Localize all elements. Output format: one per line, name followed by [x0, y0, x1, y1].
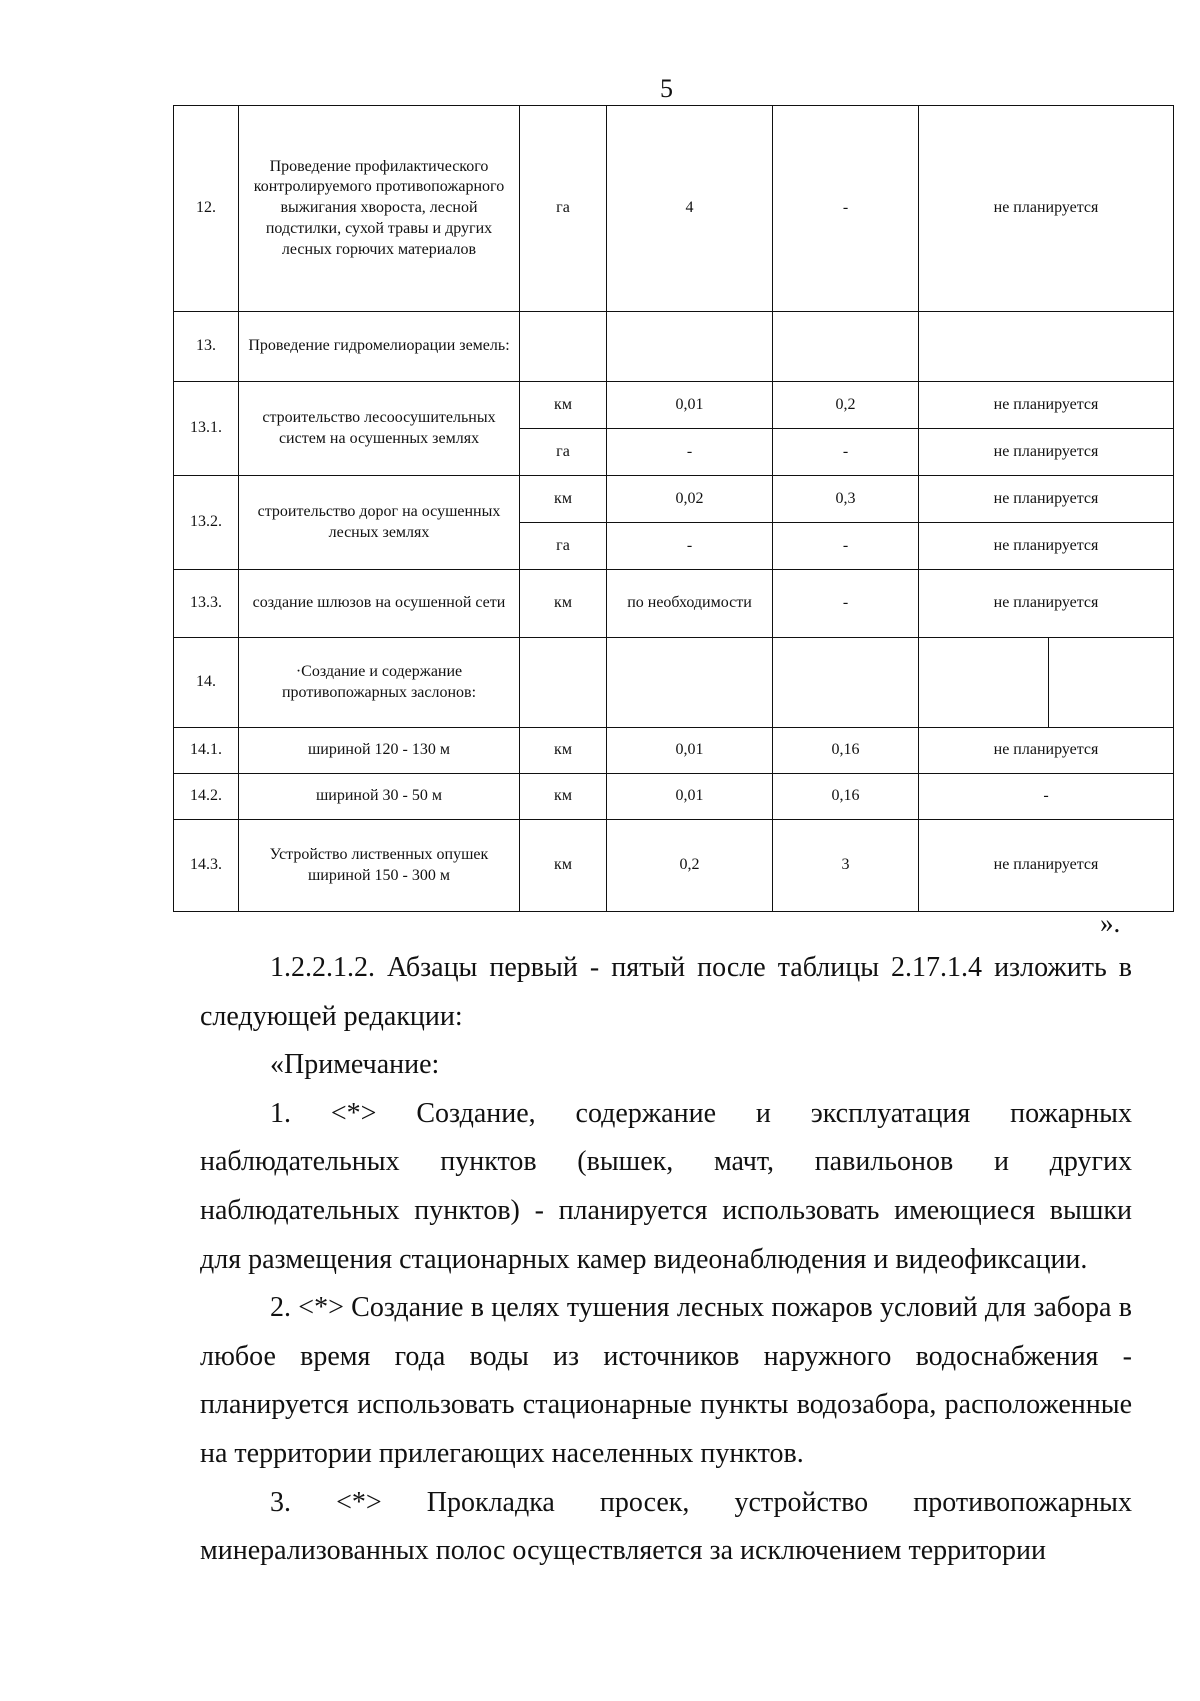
- value-cell: -: [773, 106, 919, 312]
- status-cell: не планируется: [919, 106, 1174, 312]
- paragraph-amendment: 1.2.2.1.2. Абзацы первый - пятый после таблицы 2.17.1.4 изложить в следующей редакции:: [200, 952, 1132, 1032]
- body-text: [200, 944, 1132, 1576]
- value-cell: -: [607, 523, 773, 570]
- status-cell: не планируется: [919, 382, 1174, 429]
- measure-name: ·Создание и содержание противопожарных заслонов:: [239, 638, 520, 728]
- value-cell: [773, 638, 919, 728]
- status-cell: не планируется: [919, 523, 1174, 570]
- row-number: 13.2.: [174, 476, 239, 570]
- unit-cell: км: [520, 728, 607, 774]
- measure-name: строительство лесоосушительных систем на осушенных землях: [239, 382, 520, 476]
- measure-name: строительство дорог на осушенных лесных землях: [239, 476, 520, 570]
- row-number: 12.: [174, 106, 239, 312]
- measure-name: создание шлюзов на осушенной сети: [239, 570, 520, 638]
- unit-cell: га: [520, 523, 607, 570]
- row-number: 13.: [174, 312, 239, 382]
- value-cell: 0,16: [773, 774, 919, 820]
- value-cell: 0,01: [607, 382, 773, 429]
- measure-name: Проведение гидромелиорации земель:: [239, 312, 520, 382]
- unit-cell: км: [520, 570, 607, 638]
- table-row: [174, 728, 1174, 774]
- value-cell: [607, 312, 773, 382]
- unit-cell: га: [520, 106, 607, 312]
- table-row: [174, 382, 1174, 429]
- value-cell: 0,16: [773, 728, 919, 774]
- status-cell: не планируется: [919, 570, 1174, 638]
- measure-name: Проведение профилактического контролируемого противопожарного выжигания хвороста, лесной подстилки, сухой травы и других лесных горючих материалов: [239, 106, 520, 312]
- status-cell: [1049, 638, 1174, 728]
- value-cell: 4: [607, 106, 773, 312]
- value-cell: [607, 638, 773, 728]
- status-cell: не планируется: [919, 476, 1174, 523]
- table-row: [174, 638, 1174, 728]
- status-cell: не планируется: [919, 728, 1174, 774]
- table-row: [174, 312, 1174, 382]
- measures-table: [173, 105, 1174, 912]
- table-row: [174, 476, 1174, 523]
- value-cell: -: [773, 429, 919, 476]
- row-number: 13.1.: [174, 382, 239, 476]
- value-cell: 0,2: [607, 820, 773, 912]
- value-cell: 0,2: [773, 382, 919, 429]
- page-number: 5: [660, 74, 673, 103]
- value-cell: по необходимости: [607, 570, 773, 638]
- unit-cell: км: [520, 382, 607, 429]
- value-cell: -: [773, 570, 919, 638]
- measure-name: шириной 120 - 130 м: [239, 728, 520, 774]
- paragraph-note-1: 1. <*> Создание, содержание и эксплуатация пожарных наблюдательных пунктов (вышек, мачт, павильонов и других наблюдательных пунктов) - планируется использовать имеющиеся вышки для размещения стационарных камер видеонаблюдения и видеофиксации.: [200, 1097, 1132, 1275]
- unit-cell: км: [520, 476, 607, 523]
- paragraph-note-2: 2. <*> Создание в целях тушения лесных пожаров условий для забора в любое время года воды из источников наружного водоснабжения - планируется использовать стационарные пункты водозабора, расположенные на территории прилегающих населенных пунктов.: [200, 1292, 1132, 1469]
- row-number: 14.2.: [174, 774, 239, 820]
- row-number: 13.3.: [174, 570, 239, 638]
- value-cell: 3: [773, 820, 919, 912]
- table-row: [174, 106, 1174, 312]
- measure-name: Устройство лиственных опушек шириной 150 - 300 м: [239, 820, 520, 912]
- table-row: [174, 774, 1174, 820]
- unit-cell: км: [520, 820, 607, 912]
- value-cell: 0,01: [607, 774, 773, 820]
- closing-quote: ».: [1100, 908, 1121, 938]
- unit-cell: га: [520, 429, 607, 476]
- row-number: 14.1.: [174, 728, 239, 774]
- value-cell: 0,02: [607, 476, 773, 523]
- value-cell: 0,01: [607, 728, 773, 774]
- unit-cell: [520, 638, 607, 728]
- unit-cell: [520, 312, 607, 382]
- paragraph-note-3: 3. <*> Прокладка просек, устройство противопожарных минерализованных полос осуществляется за исключением территории: [200, 1486, 1132, 1567]
- status-cell: [919, 312, 1174, 382]
- value-cell: [773, 312, 919, 382]
- table-row: [174, 820, 1174, 912]
- value-cell: 0,3: [773, 476, 919, 523]
- row-number: 14.3.: [174, 820, 239, 912]
- status-cell: [919, 638, 1049, 728]
- status-cell: не планируется: [919, 820, 1174, 912]
- value-cell: -: [773, 523, 919, 570]
- status-cell: не планируется: [919, 429, 1174, 476]
- row-number: 14.: [174, 638, 239, 728]
- measure-name: шириной 30 - 50 м: [239, 774, 520, 820]
- paragraph-note-heading: «Примечание:: [270, 1049, 440, 1081]
- unit-cell: км: [520, 774, 607, 820]
- status-cell: -: [919, 774, 1174, 820]
- table-row: [174, 570, 1174, 638]
- value-cell: -: [607, 429, 773, 476]
